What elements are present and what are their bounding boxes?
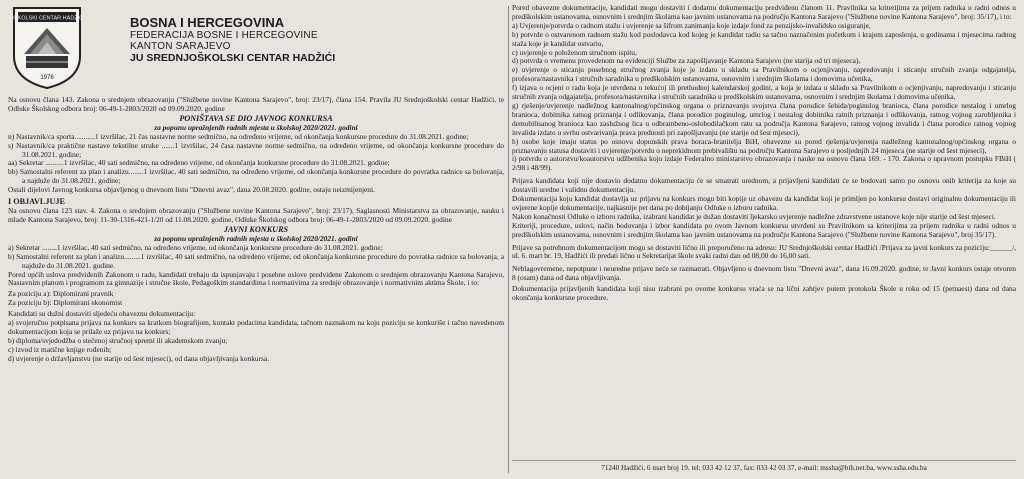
docs-intro: Kandidati su dužni dostaviti sljedeću obaveznu dokumentaciju: xyxy=(8,309,196,319)
contact-footer: 71240 Hadžići, 6 mart broj 19. tel: 033 42 12 37, fax: 033 42 03 37, e-mail: mssha@bih.net.ba, www.ssha.edu.ba xyxy=(512,460,1016,473)
deadline-paragraph: Neblagovremene, nepotpune i neuredne prijave neće se razmatrati. Objavljeno u dnevnom listu "Dnevni avaz", dana 16.09.2020. godine, te Javni konkurs ostaje otvoren 8 (osam) dana od dana objavljivanja. xyxy=(512,264,1016,283)
additional-doc: i) potvrdu o autorstvu/koautorstvu udžbenika koju izdaje Federalno ministarstvo obrazovanja i nauke na osnovu člana 169. - 170. Zakona o upravnom postupku FBiH ( 2/98 i 48/99). xyxy=(512,154,1016,173)
crest-text: ĐOKOLSKI CENTAR HADŽIĆI xyxy=(9,15,85,22)
cancel-title: PONIŠTAVA SE DIO JAVNOG KONKURSA xyxy=(179,113,333,123)
additional-docs-intro: Pored obavezne dokumentacije, kandidati mogu dostaviti i dodatnu dokumentaciju predviđenu članom 11. Pravilnika sa kriterijima za prijem radnika u radni odnos u predškolskim ustanovama, osnovnim i srednjim školama kao javnim ustanovama na području Kantona Sarajevo ("Službene novine Kantona Sarajevo", broj: 35/17), i to: xyxy=(512,4,1016,21)
body-paragraph: Kriteriji, procedure, uslovi, način bodovanja i izbor kandidata po ovom Javnom konkursu utvrđeni su Pravilnikom sa kriterijima za prijem radnika u radni odnos u predškolskim ustanovama, osnovnim i srednjim školama kao javnim ustanovama na području Kantona Sarajevo ("Službene novine Kantona Sarajevo", broj 35/17). xyxy=(512,220,1016,239)
cancel-item: s) Nastavnik/ca praktične nastave tekstilne struke .......1 izvršilac, 24 časa nastavne norme sedmično, na određeno vrijeme, od okončanja konkursne procedure do 31.08.2021. godine; xyxy=(8,140,504,159)
konkurs-title: JAVNI KONKURS xyxy=(223,224,289,234)
additional-doc: g) rješenje/uvjerenje nadležnog kantonalnog/općinskog organa o priznavanju svojstva člana porodice šehida/poginulog branioca, člana porodice nestalog i umrlog branioca, dobitnika ratnog priznanja i odlikovanja, člana porodice poginulog, umrlog i nestalog dobitnika ratnih priznanja i odlikovanja, ratnog vojnog zarobljenika i demobilisanog branioca kao zaslužnog lica u odbrambeno-oslobodilačkom ratu sa područja Kantona Sarajevo, ratnog vojnog invalida i člana porodice ratnog vojnog invalida izdato u svrhu ostvarivanja prava prednosti pri zapošljavanju (ne starije od šest mjeseci), xyxy=(512,100,1016,137)
required-doc: b) diploma/svjedodžba o stečenoj stručnoj spremi ili akademskom zvanju; xyxy=(8,335,228,345)
intro-paragraph: Na osnovu člana 143. Zakona o srednjem obrazovanju ("Službene novine Kantona Sarajevo", broj: 23/17), člana 154. Pravila JU Srednjoškolski centar Hadžići, te Odluke Školskog odbora broj: 06-49-1-2803/2020 od 09.09.2020. godine xyxy=(8,95,504,113)
header-canton: KANTON SARAJEVO xyxy=(130,41,231,52)
header-title: BOSNA I HERCEGOVINA xyxy=(130,15,285,30)
additional-doc: a) Uvjerenje/potvrda o radnom stažu i uvjerenje sa šifrom zanimanja koje izdaje fond za penzijsko-invalidsko osiguranje, xyxy=(512,20,871,30)
additional-doc: h) osobe koje imaju status po osnovu dopunskih prava boraca-branitelja BiH, obavezne su pored rješenja/uvjerenja nadležnog kantonalnog/općinskog organa o priznavanju statusa dostaviti i uvjerenje/potvrdu o neprekidnom prebivalištu na području Kantona Sarajevo u posljednjih 24 mjeseca (ne starije od šest mjeseci), xyxy=(512,136,1016,155)
cancel-item: n) Nastavnik/ca sporta...........1 izvršilac, 21 čas nastavne norme sedmično, na određeno vrijeme, od okončanja konkursne procedure do 31.08.2021. godine; xyxy=(8,131,469,141)
left-column xyxy=(8,4,504,475)
konkurs-item: a) Sekretar ........1 izvršilac, 40 sati sedmično, na određeno vrijeme, od okončanja konkursne procedure do 31.08.2021. godine; xyxy=(8,242,383,252)
cancel-note: Ostali dijelovi Javnog konkursa objavljenog u dnevnom listu "Dnevni avaz", dana 20.08.2020. godine, ostaju neizmijenjeni. xyxy=(8,185,375,195)
return-paragraph: Dokumentacija prijavljenih kandidata koji nisu izabrani po ovome konkursu vraća se na lični zahtjev putem protokola Škole u roku od 15 (petnaest) dana od dana okončanja konkursne procedure. xyxy=(512,284,1016,303)
body-paragraph: Prijava kandidata koji nije dostavio dodatnu dokumentaciju će se smatrati urednom, a prijavljeni kandidati će se bodovati samo po osnovu onih kriterija za koje su dostavili uredne i validnu dokumentaciju. xyxy=(512,176,1016,195)
required-doc: d) uvjerenje o državljanstvu (ne starije od šest mjeseci), od dana objavljivanja konkursa. xyxy=(8,353,270,363)
required-doc: c) izvod iz matične knjige rođenih; xyxy=(8,344,112,354)
header-text xyxy=(130,4,335,64)
submission-paragraph: Prijave sa potrebnom dokumentacijom mogu se dostaviti lično ili preporučeno na adresu: JU Srednjoškolski centar Hadžići /Prijava za javni konkurs za poziciju:______/, ul. 6. mart br. 19, Hadžići ili predati lično u Sekretarijat škole svaki radni dan od 08,00 do 16,00 sati. xyxy=(512,242,1016,261)
konkurs-item: b) Samostalni referent za plan i analizu.........1 izvršilac, 40 sati sedmično, na određeno vrijeme, od okončanja konkursne procedure do povratka radnice sa bolovanja, a najduže do 31.08.2021. godine. xyxy=(8,251,504,270)
conditions-paragraph: Pored općih uslova predviđenih Zakonom o radu, kandidati trebaju da ispunjavaju i posebne uslove predviđene Zakonom o srednjem obrazovanju Kantona Sarajevo, Nastavnim planom i programom za gimnazije i stručne škole, Pedagoškim standardima i normativima za srednje obrazovanje i normativnim aktima Škole, i to: xyxy=(8,269,504,288)
header-federation: FEDERACIJA BOSNE I HERCEGOVINE xyxy=(130,30,318,41)
additional-doc: c) uvjerenje o položenom stručnom ispitu, xyxy=(512,47,637,57)
cancel-item: bb) Samostalni referent za plan i analizu........1 izvršilac, 40 sati sedmično, na određeno vrijeme, od okončanja konkursne procedure do povratka radnice sa bolovanja, a najduže do 31.08.2021. godine; xyxy=(8,167,504,186)
column-divider xyxy=(508,6,509,473)
additional-doc: b) potvrde o ostvarenom radnom stažu kod poslodavca kod kojeg je kandidat radio sa tačno naznačenim početkom i krajem zaposlenja, u godinama i mjesecima radnog staža koje je kandidat ostvario, xyxy=(512,29,1016,48)
section-heading: I OBJAVLJUJE xyxy=(8,197,65,207)
crest-year: 1976 xyxy=(40,75,54,81)
header xyxy=(8,4,504,96)
required-doc: a) svojeručno potpisana prijava na konkurs sa kratkom biografijom, kontakt podacima kandidata, tačnom naznakom na koju poziciju se konkuriše i tačno navedenom dokumentacijom koja se prilaže uz prijavu na konkurs; xyxy=(8,318,504,336)
school-crest-logo xyxy=(8,4,86,90)
body-paragraph: Nakon konačnosti Odluke o izboru radnika, izabrani kandidat je dužan dostaviti ljekarsko uvjerenje nadležne zdravstvene ustanove koje nije starije od šest mjeseci. xyxy=(512,211,996,221)
body-paragraph: Dokumentacija koju kandidat dostavlja uz prijavu na konkurs mogu biti kopije uz obavezu da kandidat koji je primljen po konkursu dostavi originalnu dokumentaciju ili ovjerene kopije dokumentacije, najkasnije pet dana po dobijanju Odluke o izboru radnika. xyxy=(512,194,1016,212)
right-column xyxy=(512,4,1016,475)
additional-doc: f) izjava o ocjeni o radu koja je utvrđena u tekućoj ili prethodnoj kalendarskoj godini, a koja je izdata u skladu sa Pravilnikom o ocjenjivanju, napredovanju i sticanju stručnih zvanja odgajatelja, profesora/nastavnika i stručnih saradnika u predškolskim ustanovama, osnovnim i srednjim školama i domovima učenika, xyxy=(512,83,1016,102)
position-requirement: Za poziciju b): Diplomirani ekonomist xyxy=(8,298,123,308)
cancel-item: aa) Sekretar ..........1 izvršilac, 40 sati sedmično, na određeno vrijeme, od okončanja konkursne procedure do 31.08.2021. godine; xyxy=(8,158,390,168)
section-intro: Na osnovu člana 123 stav. 4. Zakona o srednjem obrazovanju ("Službene novine Kantona Sarajevo", broj: 23/17), Saglasnosti Ministarstva za obrazovanje, nauku i mlade Kantona Sarajevo, broj: 11-30-1316-421-1/20 od 11.08.2020. godine, Odluke Školskog odbora broj: 06-49-1-2803/2020 od 09.09.2020. godine xyxy=(8,206,504,224)
cancel-subtitle: za popunu upražnjenih radnih mjesta u školskoj 2020/2021. godini xyxy=(154,122,358,132)
additional-doc: e) uvjerenje o sticanju posebnog stručnog zvanja koje je izdato u skladu sa Pravilnikom o ocjenjivanju, napredovanju i sticanju stručnih zvanja odgajatelja, profesora/nastavnika i stručnih saradnika u predškolskim ustanovama, osnovnim i srednjim školama i domovima učenika, xyxy=(512,65,1016,84)
header-school: JU SREDNJOŠKOLSKI CENTAR HADŽIĆI xyxy=(130,52,336,64)
position-requirement: Za poziciju a): Diplomirani pravnik xyxy=(8,289,114,299)
additional-doc: d) potvrda o vremenu provedenom na evidenciji Službe za zapošljavanje Kantona Sarajevo (ne starija od tri mjeseca), xyxy=(512,56,861,66)
konkurs-subtitle: za popunu upražnjenih radnih mjesta u školskoj 2020/2021. godini xyxy=(154,233,358,243)
